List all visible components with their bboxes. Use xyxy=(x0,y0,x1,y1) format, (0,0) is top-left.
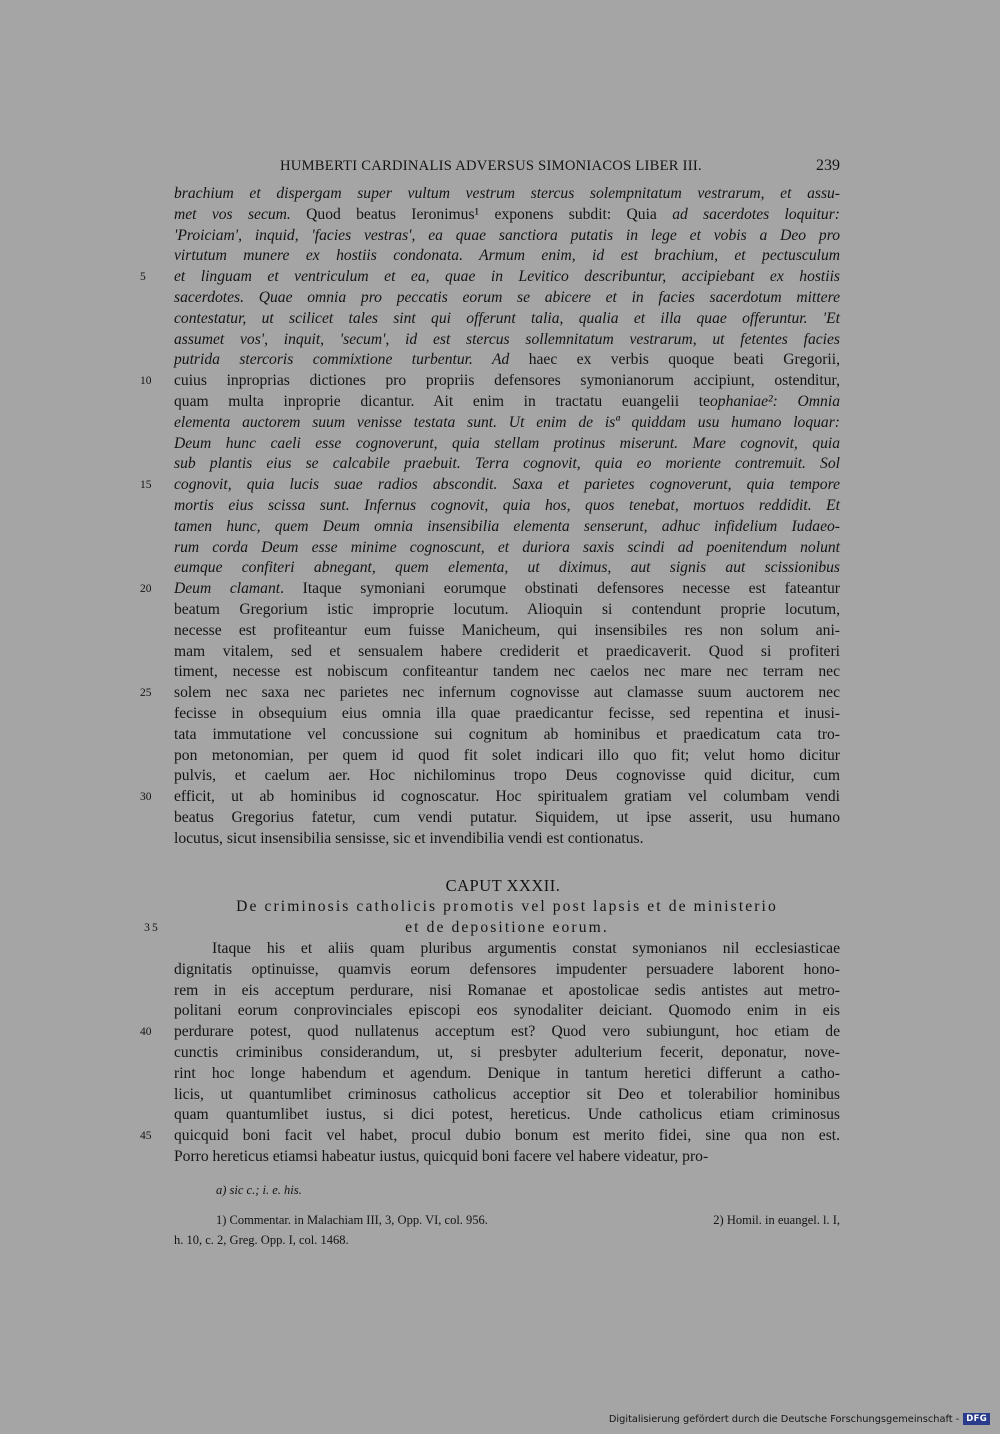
line-number: 10 xyxy=(140,375,152,388)
footer-credit: Digitalisierung gefördert durch die Deutsche Forschungsgemeinschaft - xyxy=(608,1413,960,1425)
line-number: 15 xyxy=(140,479,152,492)
line-number: 35 xyxy=(144,921,160,934)
text-line: 5 et linguam et ventriculum et ea, quae in Levitico describuntur, accipiebant ex hostiis xyxy=(174,267,840,288)
text-line: brachium et dispergam super vultum vestrum stercus solempnitatum vestrarum, et assu- xyxy=(174,185,840,202)
text-line: rint hoc longe habendum et agendum. Denique in tantum heretici differunt a catho- xyxy=(174,1064,840,1082)
footer xyxy=(609,1413,990,1425)
text-line: sub plantis eius se calcabile praebuit. Terra cognovit, quia eo moriente contremuit. Sol xyxy=(174,455,840,473)
text-line: rem in eis acceptum perdurare, nisi Romanae et apostolicae sedis antistes aut metro- xyxy=(174,981,840,999)
text-line: licis, ut quantumlibet criminosus catholicus acceptior sit Deo et tolerabilior hominibus xyxy=(174,1085,840,1103)
text-line: 10 cuius inproprias dictiones pro propriis defensores symonianorum accipiunt, ostenditur, xyxy=(174,371,840,392)
text-line: mam vitalem, sed et sensualem habere crediderit et praedicaverit. Quod si profiteri xyxy=(174,642,840,660)
chapter-title: CAPUT XXXII. xyxy=(445,876,561,895)
footnote-1: 1) Commentar. in Malachiam III, 3, Opp. VI, col. 956. xyxy=(216,1213,488,1227)
text-line: eumque confiteri abnegant, quem elementa, ut diximus, aut signis aut scissionibus xyxy=(174,559,840,577)
text-line: locutus, sicut insensibilia sensisse, sic et invendibilia vendi est contionatus. xyxy=(174,829,644,847)
text-line: virtutum munere ex hostiis condonata. Armum enim, id est brachium, et pectusculum xyxy=(174,247,840,265)
text-line: dignitatis optinuisse, quamvis eorum defensores impudenter persuadere laborent hono- xyxy=(174,960,840,978)
text-line: politani eorum conprovinciales episcopi eos synodaliter deiciant. Quomodo enim in eis xyxy=(174,1002,840,1020)
running-title: HUMBERTI CARDINALIS ADVERSUS SIMONIACOS LIBER III. xyxy=(280,158,702,174)
rubric-line xyxy=(144,918,840,939)
text-line: Itaque his et aliis quam pluribus argumentis constat symonianos nil ecclesiasticae xyxy=(212,940,840,957)
page-number: 239 xyxy=(816,157,840,174)
text-line: 20 Deum clamant. Itaque symoniani eorumque obstinati defensores necesse est fateantur xyxy=(174,579,840,600)
text-line: 'Proiciam', inquid, 'facies vestras', ea quae sanctiora putatis in lege et vobis a Deo pro xyxy=(174,226,840,244)
chapter-heading xyxy=(0,875,1000,897)
text-line: 30 efficit, ut ab hominibus id cognoscatur. Hoc spiritualem gratiam vel columbam vendi xyxy=(174,787,840,808)
text-line: met vos secum. Quod beatus Ieronimus¹ exponens subdit: Quia ad sacerdotes loquitur: xyxy=(174,205,840,223)
text-line: pon metonomian, per quem id quod fit solet indicari illo quo fit; velut homo dicitur xyxy=(174,746,840,764)
main-text xyxy=(140,184,840,850)
footnote-2-continued: h. 10, c. 2, Greg. Opp. I, col. 1468. xyxy=(174,1233,349,1247)
chapter-text xyxy=(140,939,840,1168)
rubric-line: De criminosis catholicis promotis vel post lapsis et de ministerio xyxy=(236,898,778,915)
text-line: rum corda Deum esse minime cognoscunt, et duriora saxis scindi ad poenitendum nolunt xyxy=(174,538,840,556)
line-number: 40 xyxy=(140,1026,152,1039)
text-line: necesse est profiteantur eum fuisse Manicheum, qui insensibiles res non solum ani- xyxy=(174,621,840,639)
text-line: pulvis, et caelum aer. Hoc nichilominus tropo Deus cognovisse quid dicitur, cum xyxy=(174,767,840,785)
text-line: Porro hereticus etiamsi habeatur iustus, quicquid boni facere vel habere videatur, pro- xyxy=(174,1147,709,1165)
text-line: cunctis criminibus considerandum, ut, si presbyter adulterium fecerit, deponatur, nove- xyxy=(174,1043,840,1061)
textual-note xyxy=(174,1180,840,1200)
line-number: 5 xyxy=(140,271,146,284)
text-line: timent, necesse est nobiscum confiteantur tandem nec caelos nec mare nec terram nec xyxy=(174,663,840,681)
text-line: tamen hunc, quem Deum omnia insensibilia elementa senserunt, adhuc infidelium Iudaeo- xyxy=(174,517,840,535)
text-line: assumet vos', inquit, 'secum', id est stercus sollemnitatum vestrarum, ut fetentes facies xyxy=(174,330,840,348)
text-line: 40 perdurare potest, quod nullatenus acceptum est? Quod vero subiungunt, hoc etiam de xyxy=(174,1022,840,1043)
text-line: contestatur, ut scilicet tales sint qui offerunt talia, qualia et illa quae offeruntur. 'Et xyxy=(174,309,840,327)
text-line: quam multa inproprie dicantur. Ait enim in tractatu euangelii teophaniae²: Omnia xyxy=(174,392,840,410)
text-line: sacerdotes. Quae omnia pro peccatis eorum se abicere et in facies sacerdotum mittere xyxy=(174,288,840,306)
text-line: beatum Gregorium istic improprie locutum. Alioquin si contendunt proprie locutum, xyxy=(174,600,840,618)
line-number: 45 xyxy=(140,1130,152,1143)
line-number: 30 xyxy=(140,791,152,804)
text-line: fecisse in obsequium eius omnia illa quae praedicantur fecisse, sed repentina et inusi- xyxy=(174,704,840,722)
source-note xyxy=(174,1210,840,1230)
footnote-2: 2) Homil. in euangel. l. I, xyxy=(713,1213,840,1227)
text-line: 45 quicquid boni facit vel habet, procul dubio bonum est merito fidei, sine qua non est. xyxy=(174,1126,840,1147)
text-line: elementa auctorem suum venisse testata sunt. Ut enim de isª quiddam usu humano loquar: xyxy=(174,413,840,431)
line-number: 25 xyxy=(140,687,152,700)
text-line: Deum hunc caeli esse cognoverunt, quia stellam protinus miserunt. Mare cognovit, quia xyxy=(174,434,840,452)
text-line: putrida stercoris commixtione turbentur. Ad haec ex verbis quoque beati Gregorii, xyxy=(174,351,840,369)
rubric-line-text: et de depositione eorum. xyxy=(405,918,609,936)
running-head xyxy=(0,158,1000,180)
chapter-rubric xyxy=(144,897,840,939)
text-line: quam quantumlibet iustus, si dici potest, hereticus. Unde catholicus etiam criminosus xyxy=(174,1106,840,1124)
text-line: beatus Gregorius fatetur, cum vendi putatur. Siquidem, ut ipse asserit, usu humano xyxy=(174,808,840,826)
text-line: mortis eius scissa sunt. Infernus cognovit, quia hos, quos tenebat, mortuos reddidit. Et xyxy=(174,496,840,514)
dfg-logo: DFG xyxy=(963,1413,990,1425)
text-line: tata immutatione vel concussione sui cognitum ab hominibus et praedicatum cata tro- xyxy=(174,725,840,743)
text-line: 15 cognovit, quia lucis suae radios abscondit. Saxa et parietes cognoverunt, quia tempore xyxy=(174,475,840,496)
text-line: 25 solem nec saxa nec parietes nec infernum cognovisse aut clamasse suum auctorem nec xyxy=(174,683,840,704)
line-number: 20 xyxy=(140,583,152,596)
textual-note-text: a) sic c.; i. e. his. xyxy=(216,1183,302,1197)
footnotes xyxy=(174,1180,840,1250)
